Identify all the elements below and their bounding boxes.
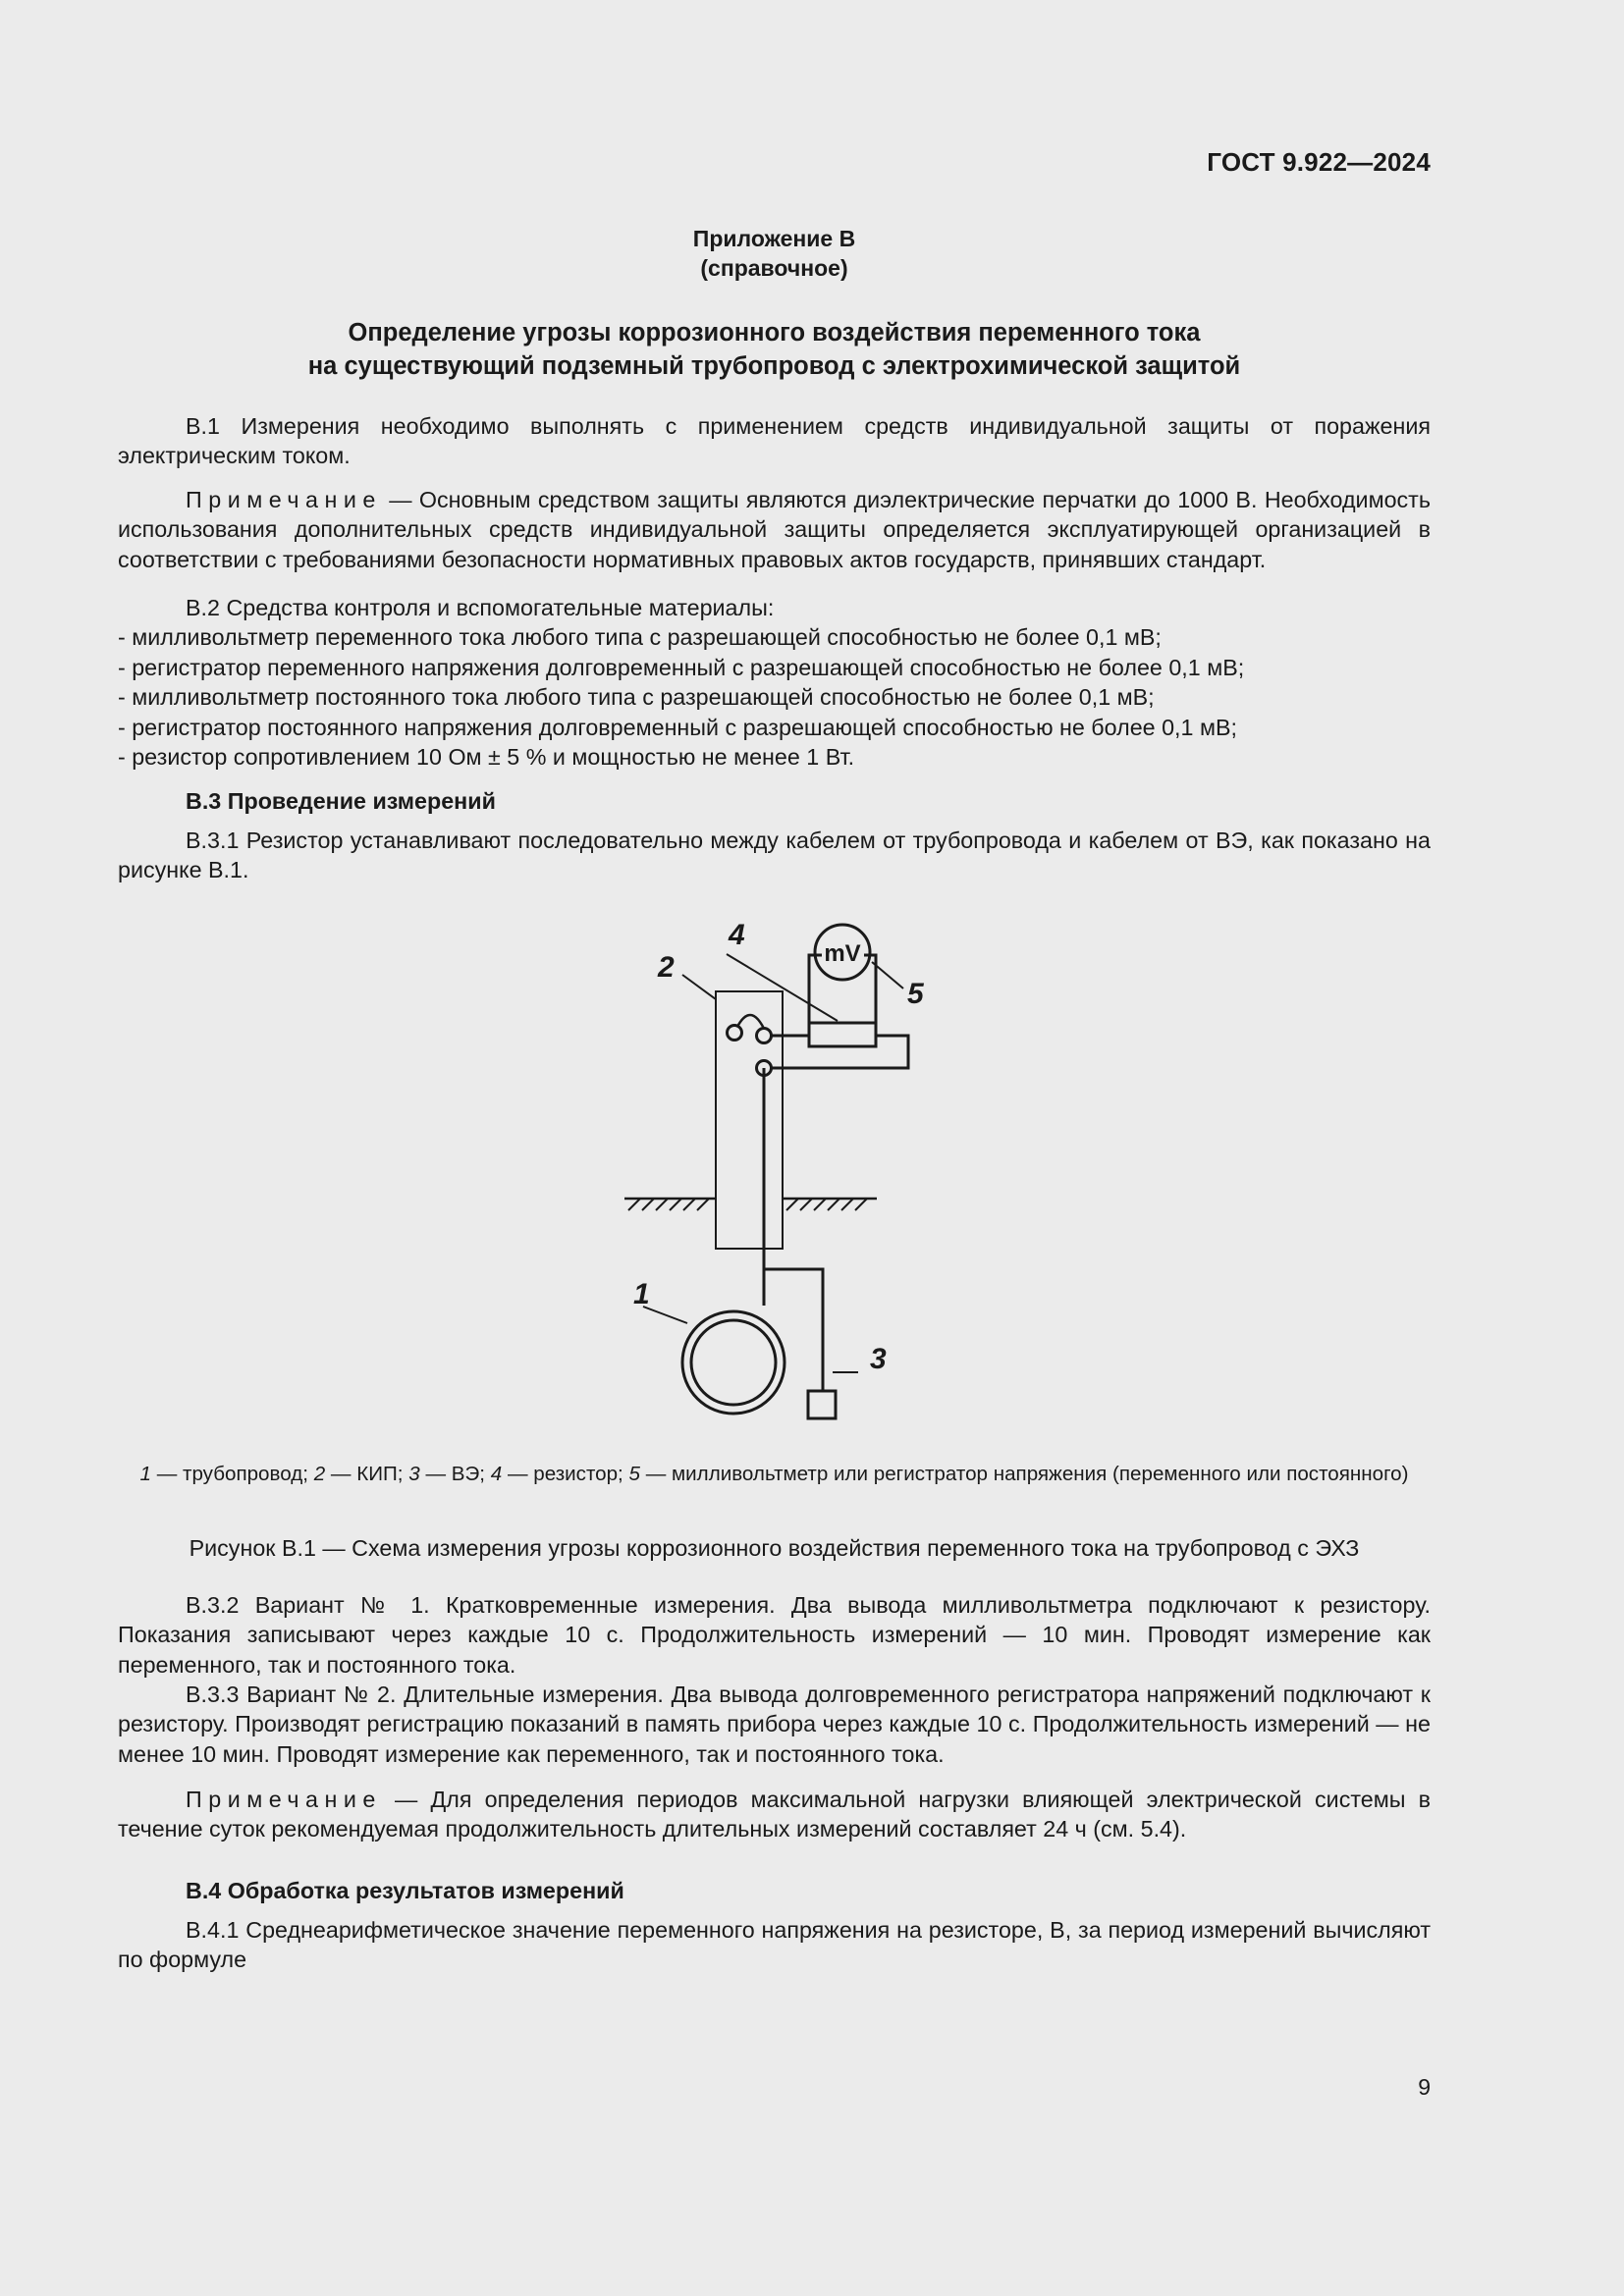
b2-item: - милливольтметр переменного тока любого типа с разрешающей способностью не более 0,1 мВ; (118, 624, 1162, 651)
figure-caption: Рисунок В.1 — Схема измерения угрозы коррозионного воздействия переменного тока на трубопровод с ЭХЗ (189, 1535, 1360, 1561)
note-2-label: Примечание (186, 1787, 382, 1812)
section-b2 (118, 593, 1431, 772)
appendix-main-title (118, 316, 1431, 383)
meter-label: mV (824, 940, 861, 967)
legend-num: 2 (313, 1463, 326, 1485)
legend-num: 4 (490, 1463, 503, 1485)
wire-resistor-return (771, 1036, 908, 1068)
note-1-label: Примечание (186, 487, 382, 512)
leader-1 (643, 1307, 687, 1323)
document-id: ГОСТ 9.922—2024 (1207, 147, 1431, 177)
legend-text: — ВЭ; (419, 1463, 491, 1485)
b2-intro: В.2 Средства контроля и вспомогательные материалы: (186, 595, 775, 620)
label-1: 1 (633, 1278, 650, 1310)
cable-to-anode (783, 1269, 823, 1391)
b2-item: - регистратор постоянного напряжения долговременный с разрешающей способностью не более 0,1 мВ; (118, 714, 1237, 740)
label-2: 2 (658, 951, 675, 984)
terminal-right-top (757, 1029, 772, 1043)
paragraph-b4-1: В.4.1 Среднеарифметическое значение переменного напряжения на резисторе, В, за период измерений вычисляют по формуле (118, 1917, 1431, 1973)
b2-item: - милливольтметр постоянного тока любого типа с разрешающей способностью не более 0,1 мВ; (118, 684, 1155, 711)
legend-num: 5 (628, 1463, 640, 1485)
legend-num: 3 (408, 1463, 420, 1485)
note-2-text: — Для определения периодов максимальной нагрузки влияющей электрической системы в течение суток рекомендуемая продолжительность длительных измерений составляет 24 ч (см. 5.4). (118, 1787, 1431, 1842)
label-5: 5 (907, 978, 924, 1010)
measurement-scheme-figure (589, 913, 982, 1433)
ground-hatching (628, 1199, 867, 1210)
note-1 (118, 485, 1431, 574)
page-number: 9 (1418, 2074, 1431, 2100)
pipeline-outer (682, 1311, 785, 1414)
paragraph-b3-2: В.3.2 Вариант № 1. Кратковременные измерения. Два вывода милливольтметра подключают к резистору. Показания записывают через каждые 10 с. Продолжительность измерений — 10 мин. Проводят измерение как переменного, так и постоянного тока. (118, 1592, 1431, 1678)
legend-num: 1 (139, 1463, 151, 1485)
appendix-subtitle: (справочное) (700, 255, 848, 281)
note-1-text: — Основным средством защиты являются диэлектрические перчатки до 1000 В. Необходимость использования дополнительных средств индивидуальной защиты определяется эксплуатирующей организацией в соответствии с требованиями безопасности нормативных правовых актов государств, принявших стандарт. (118, 487, 1431, 572)
legend-text: — трубопровод; (150, 1463, 314, 1485)
appendix-heading (118, 224, 1431, 283)
legend-text: — милливольтметр или регистратор напряжения (переменного или постоянного) (639, 1463, 1409, 1485)
section-b3-heading: В.3 Проведение измерений (186, 788, 496, 814)
label-4: 4 (729, 919, 745, 951)
cable-anode-branch (764, 1068, 783, 1269)
b2-item: - регистратор переменного напряжения долговременный с разрешающей способностью не более 0,1 мВ; (118, 654, 1245, 680)
resistor (809, 1023, 876, 1046)
figure-legend (118, 1461, 1431, 1487)
leader-2 (682, 975, 716, 999)
terminal-left (728, 1026, 742, 1041)
note-2 (118, 1785, 1431, 1844)
section-b4-heading: В.4 Обработка результатов измерений (186, 1878, 624, 1903)
paragraph-b1: В.1 Измерения необходимо выполнять с применением средств индивидуальной защиты от поражения электрическим током. (118, 413, 1431, 469)
legend-text: — КИП; (325, 1463, 409, 1485)
pipeline-inner (691, 1320, 776, 1405)
title-line-1: Определение угрозы коррозионного воздействия переменного тока (348, 319, 1201, 347)
title-line-2: на существующий подземный трубопровод с электрохимической защитой (307, 352, 1241, 380)
appendix-title: Приложение В (692, 226, 856, 251)
legend-text: — резистор; (502, 1463, 629, 1485)
b2-item: - резистор сопротивлением 10 Ом ± 5 % и мощностью не менее 1 Вт. (118, 744, 855, 771)
label-3: 3 (870, 1343, 887, 1375)
anode-electrode (808, 1391, 836, 1418)
kip-column (716, 991, 783, 1249)
paragraph-b3-1: В.3.1 Резистор устанавливают последовательно между кабелем от трубопровода и кабелем от ВЭ, как показано на рисунке В.1. (118, 828, 1431, 883)
paragraph-b3-3: В.3.3 Вариант № 2. Длительные измерения. Два вывода долговременного регистратора напряжений подключают к резистору. Производят регистрацию показаний в память прибора через каждые 10 с. Продолжительность измерений — не менее 10 мин. Проводят измерение как переменного, так и постоянного тока. (118, 1682, 1431, 1767)
